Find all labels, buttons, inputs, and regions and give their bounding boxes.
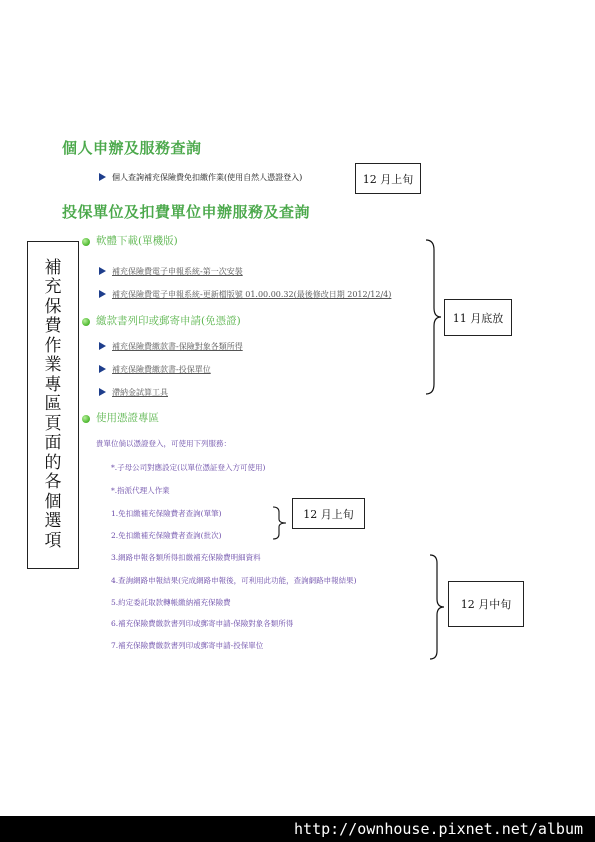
vertical-char: 選 [44, 511, 62, 532]
cert-item[interactable]: 6.補充保險費繳款書列印或郵寄申請-保險對象各類所得 [111, 619, 294, 628]
vertical-char: 面 [44, 433, 62, 454]
right-brace-icon [270, 505, 290, 541]
cert-item[interactable]: 5.約定委託取款轉帳繳納補充保險費 [111, 598, 231, 607]
vertical-char: 作 [44, 335, 62, 356]
cert-item[interactable]: 2.免扣繳補充保險費者查詢(批次) [111, 531, 222, 540]
personal-item-link[interactable]: 個人查詢補充保險費免扣繳作業(使用自然人憑證登入) [112, 173, 303, 182]
footer-bar [0, 816, 595, 842]
software-title: 軟體下載(單機版) [96, 235, 178, 247]
cert-item[interactable]: 4.查詢網路申報結果(完成網路申報後，可利用此功能，查詢網路申報結果) [111, 576, 357, 585]
software-item-link[interactable]: 補充保險費電子申報系統-第一次安裝 [112, 267, 243, 276]
cert-star-item[interactable]: *.指派代理人作業 [111, 486, 170, 495]
payment-item-link[interactable]: 補充保險費繳款書-投保單位 [112, 365, 211, 374]
unit-section-title: 投保單位及扣費單位申辦服務及查詢 [62, 203, 311, 221]
arrow-bullet-icon [99, 173, 106, 181]
payment-title: 繳款書列印或郵寄申請(免憑證) [96, 315, 241, 327]
arrow-bullet-icon [99, 290, 106, 298]
arrow-bullet-icon [99, 365, 106, 373]
vertical-label-box [27, 241, 79, 569]
green-bullet-icon [82, 415, 90, 423]
arrow-bullet-icon [99, 388, 106, 396]
right-brace-icon [420, 238, 444, 396]
vertical-char: 頁 [44, 413, 62, 434]
vertical-char: 各 [44, 472, 62, 493]
vertical-char: 補 [44, 257, 62, 278]
vertical-char: 個 [44, 491, 62, 512]
cert-intro: 貴單位倘以憑證登入，可使用下列服務： [96, 439, 231, 448]
cert-item[interactable]: 3.網路申報各類所得扣繳補充保險費明細資料 [111, 553, 261, 562]
cert-item[interactable]: 7.補充保險費繳款書列印或郵寄申請-投保單位 [111, 641, 264, 650]
dec-early-date-box: 12 月上旬 [292, 498, 365, 529]
footer-url: http://ownhouse.pixnet.net/album [294, 820, 583, 838]
vertical-char: 項 [44, 530, 62, 551]
vertical-char: 專 [44, 374, 62, 395]
cert-star-item[interactable]: *.子母公司對應設定(以單位憑証登入方可使用) [111, 463, 266, 472]
vertical-char: 充 [44, 277, 62, 298]
vertical-char: 區 [44, 394, 62, 415]
green-bullet-icon [82, 318, 90, 326]
arrow-bullet-icon [99, 267, 106, 275]
right-brace-icon [425, 553, 447, 661]
arrow-bullet-icon [99, 342, 106, 350]
personal-date-box: 12 月上旬 [355, 163, 421, 194]
cert-title: 使用憑證專區 [96, 412, 159, 424]
payment-item-link[interactable]: 滯納金試算工具 [112, 388, 168, 397]
cert-item[interactable]: 1.免扣繳補充保險費者查詢(單筆) [111, 509, 222, 518]
dec-mid-date-box: 12 月中旬 [448, 581, 524, 627]
vertical-char: 的 [44, 452, 62, 473]
payment-item-link[interactable]: 補充保險費繳款書-保險對象各類所得 [112, 342, 243, 351]
software-item-link[interactable]: 補充保險費電子申報系統-更新檔版號 01.00.00.32(最後修改日期 2012/12/4) [112, 290, 392, 299]
vertical-char: 業 [44, 355, 62, 376]
nov-date-box: 11 月底放 [444, 299, 512, 336]
vertical-char: 保 [44, 296, 62, 317]
vertical-char: 費 [44, 316, 62, 337]
green-bullet-icon [82, 238, 90, 246]
personal-section-title: 個人申辦及服務查詢 [62, 139, 202, 157]
